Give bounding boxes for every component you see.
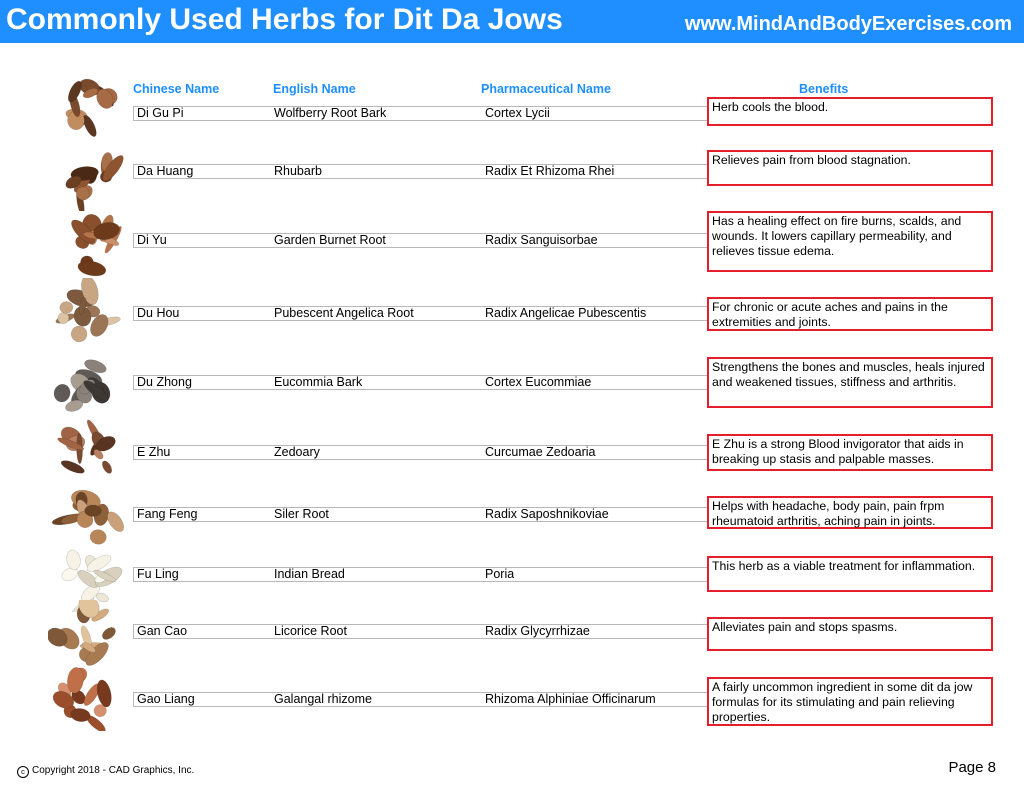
chinese-name-cell: Gao Liang: [137, 692, 195, 706]
benefit-box: Helps with headache, body pain, pain frpm rheumatoid arthritis, aching pain in joints.: [707, 496, 993, 529]
english-name-cell: Zedoary: [274, 445, 320, 459]
copyright-icon: c: [17, 766, 29, 778]
english-name-cell: Indian Bread: [274, 567, 345, 581]
benefit-box: Alleviates pain and stops spasms.: [707, 617, 993, 651]
page-header: [0, 0, 1024, 43]
pharmaceutical-name-cell: Radix Sanguisorbae: [485, 233, 598, 247]
benefit-box: E Zhu is a strong Blood invigorator that aids in breaking up stasis and palpable masses.: [707, 434, 993, 471]
pharmaceutical-name-cell: Poria: [485, 567, 515, 581]
pharmaceutical-name-cell: Rhizoma Alphiniae Officinarum: [485, 692, 656, 706]
herb-image: [48, 72, 128, 145]
english-name-cell: Rhubarb: [274, 164, 322, 178]
pharmaceutical-name-cell: Curcumae Zedoaria: [485, 445, 596, 459]
benefit-box: A fairly uncommon ingredient in some dit da jow formulas for its stimulating and pain relieving properties.: [707, 677, 993, 726]
english-name-cell: Siler Root: [274, 507, 329, 521]
pharmaceutical-name-cell: Radix Glycyrrhizae: [485, 624, 590, 638]
pharmaceutical-name-cell: Radix Angelicae Pubescentis: [485, 306, 647, 320]
page-title: Commonly Used Herbs for Dit Da Jows: [6, 3, 563, 36]
english-name-cell: Garden Burnet Root: [274, 233, 386, 247]
table-row: [133, 106, 708, 121]
table-row: [133, 567, 708, 582]
column-header-english-name: English Name: [273, 82, 356, 96]
table-row: [133, 233, 708, 248]
table-row: [133, 164, 708, 179]
english-name-cell: Wolfberry Root Bark: [274, 106, 387, 120]
table-row: [133, 445, 708, 460]
chinese-name-cell: Da Huang: [137, 164, 194, 178]
copyright-text: Copyright 2018 - CAD Graphics, Inc.: [32, 765, 195, 776]
table-row: [133, 375, 708, 390]
chinese-name-cell: Du Hou: [137, 306, 180, 320]
benefit-box: Relieves pain from blood stagnation.: [707, 150, 993, 186]
herb-image: [48, 212, 128, 285]
herb-image: [48, 663, 128, 736]
benefit-box: For chronic or acute aches and pains in the extremities and joints.: [707, 297, 993, 331]
column-header-chinese-name: Chinese Name: [133, 82, 220, 96]
herb-image: [48, 278, 128, 351]
table-row: [133, 507, 708, 522]
pharmaceutical-name-cell: Cortex Eucommiae: [485, 375, 592, 389]
benefit-box: Strengthens the bones and muscles, heals injured and weakened tissues, stiffness and arthritis.: [707, 357, 993, 408]
benefit-box: This herb as a viable treatment for inflammation.: [707, 556, 993, 592]
herb-image: [48, 479, 128, 552]
herb-image: [48, 143, 128, 216]
chinese-name-cell: Di Yu: [137, 233, 167, 247]
herb-image: [48, 347, 128, 420]
pharmaceutical-name-cell: Radix Saposhnikoviae: [485, 507, 609, 521]
chinese-name-cell: Fu Ling: [137, 567, 179, 581]
page-number: Page 8: [948, 759, 996, 776]
copyright-notice: [17, 765, 194, 778]
pharmaceutical-name-cell: Cortex Lycii: [485, 106, 550, 120]
benefit-box: Herb cools the blood.: [707, 97, 993, 126]
chinese-name-cell: E Zhu: [137, 445, 171, 459]
column-header-pharmaceutical-name: Pharmaceutical Name: [481, 82, 611, 96]
chinese-name-cell: Fang Feng: [137, 507, 198, 521]
chinese-name-cell: Gan Cao: [137, 624, 188, 638]
website-url[interactable]: www.MindAndBodyExercises.com: [684, 13, 1012, 35]
english-name-cell: Pubescent Angelica Root: [274, 306, 414, 320]
pharmaceutical-name-cell: Radix Et Rhizoma Rhei: [485, 164, 615, 178]
column-header-benefits: Benefits: [799, 82, 849, 96]
chinese-name-cell: Di Gu Pi: [137, 106, 184, 120]
english-name-cell: Licorice Root: [274, 624, 347, 638]
english-name-cell: Eucommia Bark: [274, 375, 363, 389]
table-row: [133, 624, 708, 639]
benefit-box: Has a healing effect on fire burns, scalds, and wounds. It lowers capillary permeability, and relieves tissue edema.: [707, 211, 993, 272]
english-name-cell: Galangal rhizome: [274, 692, 372, 706]
chinese-name-cell: Du Zhong: [137, 375, 192, 389]
